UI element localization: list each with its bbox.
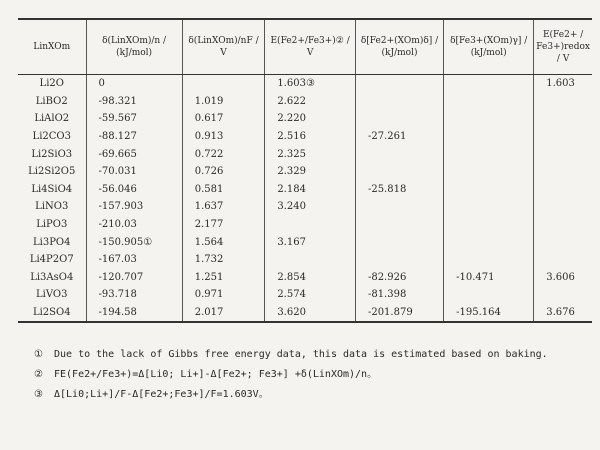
table-row [18,216,592,234]
value-cell: -59.567 [86,110,182,128]
table-row [18,181,592,199]
value-cell [444,198,534,216]
value-cell [355,163,443,181]
formula-cell: Li2O [39,78,64,90]
value-cell: -194.58 [86,304,182,323]
value-cell: 3.240 [265,198,356,216]
value-cell: 2.622 [265,93,356,111]
data-table [18,18,592,323]
value-cell: -157.903 [86,198,182,216]
formula-cell: LiBO2 [35,95,68,107]
table-row [18,163,592,181]
footnote-text: FE(Fe2+/Fe3+)=Δ[Li0; Li+]-Δ[Fe2+; Fe3+] +δ(LinXOm)/n。 [54,369,378,380]
table-row [18,304,592,323]
value-cell [444,233,534,251]
footnote-text: Δ[Li0;Li+]/F-Δ[Fe2+;Fe3+]/F=1.603V。 [54,389,269,400]
value-cell [534,145,592,163]
value-cell [534,93,592,111]
value-cell: 0.581 [182,181,265,199]
value-cell: -70.031 [86,163,182,181]
footnotes [34,345,594,405]
table-row [18,233,592,251]
table-row [18,251,592,269]
value-cell: -98.321 [86,93,182,111]
value-cell: -25.818 [355,181,443,199]
table-row [18,93,592,111]
value-cell: -82.926 [355,269,443,287]
value-cell [444,181,534,199]
table-row [18,128,592,146]
value-cell [355,110,443,128]
value-cell [534,233,592,251]
value-cell: -210.03 [86,216,182,234]
value-cell: 2.854 [265,269,356,287]
value-cell [355,251,443,269]
value-cell: -27.261 [355,128,443,146]
value-cell: -56.046 [86,181,182,199]
value-cell [355,93,443,111]
footnote [34,345,594,365]
value-cell: 3.620 [265,304,356,323]
value-cell: 3.676 [534,304,592,323]
formula-cell: Li2CO3 [32,131,71,143]
value-cell: 2.177 [182,216,265,234]
formula-cell: Li3PO4 [33,236,71,248]
value-cell [444,163,534,181]
value-cell: 1.251 [182,269,265,287]
value-cell [444,128,534,146]
formula-cell: Li3AsO4 [30,271,74,283]
value-cell: 0.726 [182,163,265,181]
footnote-marker: ③ [34,389,43,400]
value-cell: -120.707 [86,269,182,287]
value-cell: -195.164 [444,304,534,323]
value-cell: 0.913 [182,128,265,146]
value-cell [444,93,534,111]
value-cell: 0.617 [182,110,265,128]
value-cell: 2.017 [182,304,265,323]
value-cell [444,286,534,304]
value-cell: 0.722 [182,145,265,163]
table-row [18,198,592,216]
value-cell: 2.574 [265,286,356,304]
header-cell: E(Fe2+ / Fe3+)redox / V [534,19,592,75]
value-cell [534,181,592,199]
value-cell [355,75,443,93]
footnote [34,365,594,385]
footnote [34,385,594,405]
footnote-marker: ① [34,349,43,360]
formula-cell: LiPO3 [36,219,68,231]
value-cell [444,75,534,93]
value-cell: 0 [86,75,182,93]
value-cell: 1.603③ [265,75,356,93]
value-cell [444,251,534,269]
formula-cell: Li4SiO4 [31,183,73,195]
value-cell: -88.127 [86,128,182,146]
value-cell: 1.019 [182,93,265,111]
value-cell: 1.603 [534,75,592,93]
formula-cell: Li2Si2O5 [28,166,76,178]
header-cell: LinXOm [18,19,86,75]
value-cell [355,198,443,216]
value-cell: 2.325 [265,145,356,163]
footnote-text: Due to the lack of Gibbs free energy data, this data is estimated based on baking. [54,349,548,360]
formula-cell: Li2SO4 [18,304,86,323]
value-cell [534,216,592,234]
header-cell: δ(LinXOm)/nF / V [182,19,265,75]
value-cell [265,216,356,234]
value-cell: 2.184 [265,181,356,199]
value-cell: -93.718 [86,286,182,304]
value-cell [444,110,534,128]
formula-cell: LiNO3 [35,201,69,213]
value-cell [444,216,534,234]
header-cell: E(Fe2+/Fe3+)② / V [265,19,356,75]
value-cell [265,251,356,269]
header-cell: δ[Fe2+(XOm)δ] / (kJ/mol) [355,19,443,75]
footnote-marker: ② [34,369,43,380]
table-row [18,145,592,163]
value-cell: 2.329 [265,163,356,181]
formula-cell: LiVO3 [36,289,68,301]
table-row [18,75,592,93]
value-cell: -201.879 [355,304,443,323]
value-cell [534,110,592,128]
value-cell: 1.564 [182,233,265,251]
value-cell [355,145,443,163]
value-cell: -81.398 [355,286,443,304]
table-row [18,110,592,128]
value-cell: -150.905① [86,233,182,251]
value-cell [355,233,443,251]
header-cell: δ[Fe3+(XOm)γ] / (kJ/mol) [444,19,534,75]
value-cell: -10.471 [444,269,534,287]
value-cell [534,198,592,216]
value-cell: 3.167 [265,233,356,251]
formula-cell: Li4P2O7 [29,254,74,266]
value-cell: -69.665 [86,145,182,163]
value-cell: 2.220 [265,110,356,128]
formula-cell: LiAlO2 [34,113,70,125]
value-cell [534,286,592,304]
value-cell [534,163,592,181]
value-cell: 1.732 [182,251,265,269]
value-cell [182,75,265,93]
table-row [18,286,592,304]
value-cell [534,251,592,269]
header-row [18,19,592,75]
value-cell: 2.516 [265,128,356,146]
value-cell: 0.971 [182,286,265,304]
header-cell: δ(LinXOm)/n / (kJ/mol) [86,19,182,75]
value-cell [534,128,592,146]
value-cell: 3.606 [534,269,592,287]
value-cell: 1.637 [182,198,265,216]
formula-cell: Li2SiO3 [31,148,73,160]
table-row [18,269,592,287]
value-cell: -167.03 [86,251,182,269]
value-cell [355,216,443,234]
value-cell [444,145,534,163]
